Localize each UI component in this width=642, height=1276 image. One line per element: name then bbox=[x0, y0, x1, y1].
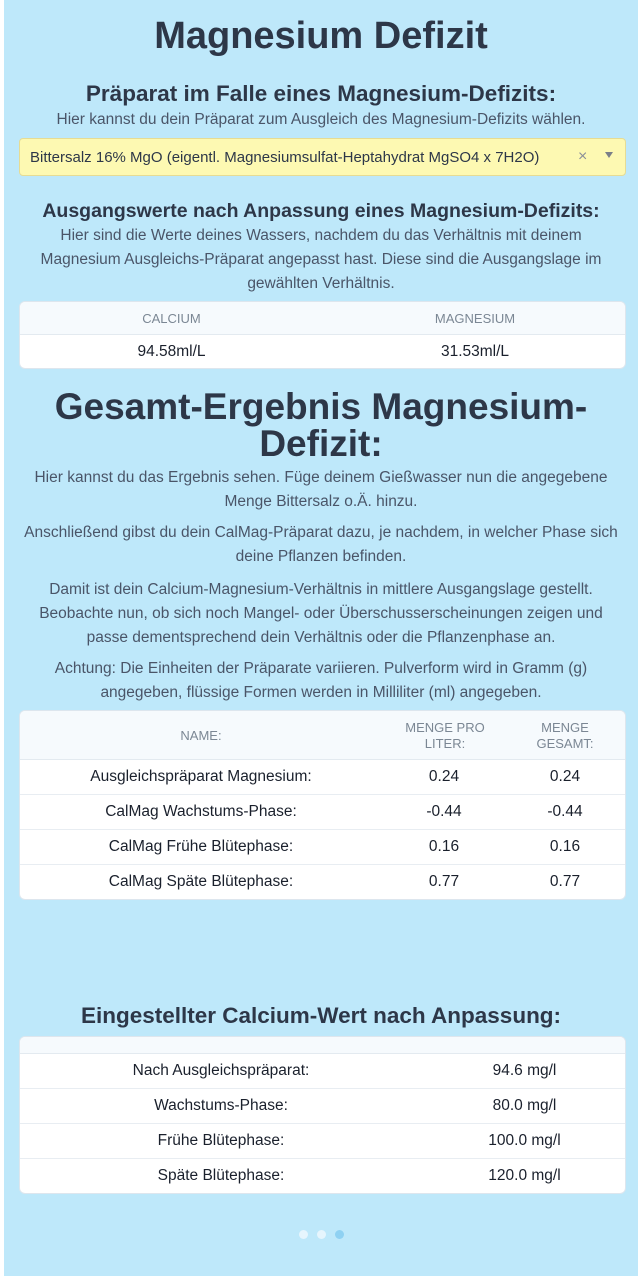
ausgangswerte-heading: Ausgangswerte nach Anpassung eines Magnesium-Defizits: bbox=[42, 200, 600, 222]
ausgangswerte-description: Hier sind die Werte deines Wassers, nachdem du das Verhältnis mit deinem Magnesium Ausgleichs-Präparat angepasst hast. Diese sind die Ausgangslage im gewählten Verhältnis. bbox=[40, 227, 602, 292]
row-menge-pro-liter: 0.16 bbox=[428, 838, 460, 855]
table-row bbox=[20, 760, 625, 795]
gesamt-paragraph-1: Hier kannst du das Ergebnis sehen. Füge deinem Gießwasser nun die angegebene Menge Bittersalz o.Ä. hinzu. bbox=[34, 469, 608, 510]
table-row bbox=[20, 830, 625, 865]
row-menge-gesamt: -0.44 bbox=[547, 803, 583, 820]
gesamt-paragraph-4: Achtung: Die Einheiten der Präparate variieren. Pulverform wird in Gramm (g) angegeben, flüssige Formen werden in Milliliter (ml) angegeben. bbox=[54, 660, 588, 701]
row-menge-pro-liter: 0.24 bbox=[428, 768, 460, 785]
table-header bbox=[20, 302, 625, 335]
pagination-dot-3[interactable] bbox=[335, 1230, 344, 1239]
pagination-dot-1[interactable] bbox=[299, 1230, 308, 1239]
row-menge-pro-liter: 0.77 bbox=[428, 873, 460, 890]
ausgangswerte-table bbox=[19, 301, 626, 369]
row-menge-gesamt: 0.24 bbox=[549, 768, 581, 785]
clear-icon[interactable]: × bbox=[578, 148, 588, 165]
gesamt-paragraph-3: Damit ist dein Calcium-Magnesium-Verhältnis in mittlere Ausgangslage gestellt. Beobachte nun, ob sich noch Mangel- oder Überschusserscheinungen zeigen und passe dementsprechend dein Verhältnis oder die Pflanzenphase an. bbox=[39, 581, 603, 646]
row-calcium-value: 80.0 mg/l bbox=[492, 1097, 557, 1114]
table-header bbox=[20, 1037, 625, 1054]
row-name: CalMag Späte Blütephase: bbox=[108, 873, 294, 890]
praeparat-select-value: Bittersalz 16% MgO (eigentl. Magnesiumsulfat-Heptahydrat MgSO4 x 7H2O) bbox=[30, 149, 540, 166]
table-row bbox=[20, 1089, 625, 1124]
chevron-down-icon[interactable] bbox=[605, 152, 613, 158]
row-name: CalMag Wachstums-Phase: bbox=[105, 803, 297, 820]
table-row bbox=[20, 1054, 625, 1089]
table-row bbox=[20, 795, 625, 830]
row-phase: Frühe Blütephase: bbox=[157, 1132, 285, 1149]
row-phase: Nach Ausgleichspräparat: bbox=[132, 1062, 310, 1079]
gesamt-paragraph-2: Anschließend gibst du dein CalMag-Präparat dazu, je nachdem, in welcher Phase sich deine Pflanzen befinden. bbox=[24, 524, 618, 565]
row-menge-gesamt: 0.77 bbox=[549, 873, 581, 890]
table-header bbox=[20, 711, 625, 760]
page-title: Magnesium Defizit bbox=[154, 15, 488, 57]
praeparat-description: Hier kannst du dein Präparat zum Ausgleich des Magnesium-Defizits wählen. bbox=[56, 111, 586, 128]
column-header-magnesium: MAGNESIUM bbox=[434, 311, 516, 326]
row-calcium-value: 120.0 mg/l bbox=[488, 1167, 561, 1184]
page-container bbox=[4, 0, 638, 1276]
column-header-calcium: CALCIUM bbox=[142, 311, 201, 326]
row-name: Ausgleichspräparat Magnesium: bbox=[90, 768, 312, 785]
praeparat-select[interactable] bbox=[19, 138, 626, 176]
row-calcium-value: 100.0 mg/l bbox=[488, 1132, 561, 1149]
row-name: CalMag Frühe Blütephase: bbox=[108, 838, 294, 855]
gesamt-heading: Gesamt-Ergebnis Magnesium-Defizit: bbox=[54, 386, 588, 464]
table-row bbox=[20, 865, 625, 900]
calcium-heading: Eingestellter Calcium-Wert nach Anpassung: bbox=[80, 1003, 562, 1028]
column-header-menge-gesamt: MENGE GESAMT: bbox=[536, 720, 594, 751]
row-menge-gesamt: 0.16 bbox=[549, 838, 581, 855]
row-phase: Späte Blütephase: bbox=[157, 1167, 285, 1184]
row-menge-pro-liter: -0.44 bbox=[426, 803, 462, 820]
row-phase: Wachstums-Phase: bbox=[154, 1097, 288, 1114]
pagination-dot-2[interactable] bbox=[317, 1230, 326, 1239]
gesamt-table bbox=[19, 710, 626, 900]
calcium-table bbox=[19, 1036, 626, 1194]
column-header-name: NAME: bbox=[180, 728, 222, 743]
table-row bbox=[20, 335, 625, 369]
table-row bbox=[20, 1124, 625, 1159]
row-calcium-value: 94.6 mg/l bbox=[492, 1062, 557, 1079]
praeparat-heading: Präparat im Falle eines Magnesium-Defizits: bbox=[85, 81, 557, 106]
column-header-menge-pro-liter: MENGE PRO LITER: bbox=[405, 720, 485, 751]
table-row bbox=[20, 1159, 625, 1194]
calcium-value: 94.58ml/L bbox=[137, 343, 206, 360]
magnesium-value: 31.53ml/L bbox=[440, 343, 510, 360]
